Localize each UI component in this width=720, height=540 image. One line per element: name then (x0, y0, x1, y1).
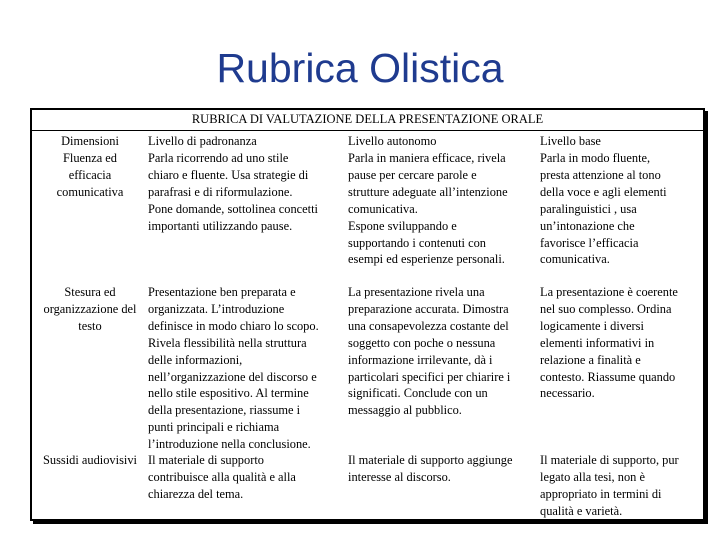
row-sussidi-level-padronanza: Il materiale di supporto contribuisce alla qualità e alla chiarezza del tema. (148, 453, 296, 501)
slide-title: Rubrica Olistica (216, 45, 504, 91)
header-level-autonomo: Livello autonomo (348, 134, 437, 148)
row-fluenza-level-autonomo: Parla in maniera efficace, rivela pause per cercare parole e strutture adeguate all’intenzione comunicativa. Espone sviluppando e supportando i contenuti con esempi ed esperienze personali. (348, 151, 508, 267)
row-stesura-dimension: Stesura ed organizzazione del testo (43, 285, 137, 333)
rubric-table (30, 108, 705, 521)
row-sussidi-level-autonomo: Il materiale di supporto aggiunge interesse al discorso. (348, 453, 513, 484)
row-stesura-level-autonomo: La presentazione rivela una preparazione accurata. Dimostra una consapevolezza costante del soggetto con poche o nessuna informazione irrilevante, dà i particolari specifici per chiarire i significati. Conclude con un messaggio al pubblico. (348, 285, 511, 418)
header-dimensions: Dimensioni (61, 134, 119, 148)
row-sussidi-level-base: Il materiale di supporto, pur legato alla tesi, non è appropriato in termini di qualità e varietà. (540, 453, 679, 518)
row-fluenza-level-base: Parla in modo fluente, presta attenzione al tono della voce e agli elementi paralinguistici , usa un’intonazione che favorisce l’efficacia comunicativa. (540, 151, 667, 267)
row-sussidi-dimension: Sussidi audiovisivi (43, 453, 137, 467)
row-fluenza-dimension: Fluenza ed efficacia comunicativa (56, 151, 124, 199)
header-level-base: Livello base (540, 134, 601, 148)
header-level-padronanza: Livello di padronanza (148, 134, 257, 148)
rubric-title-divider (32, 130, 703, 131)
row-fluenza-level-padronanza: Parla ricorrendo ad uno stile chiaro e fluente. Usa strategie di parafrasi e di riformulazione. Pone domande, sottolinea concetti importanti utilizzando pause. (148, 151, 318, 233)
row-stesura-level-base: La presentazione è coerente nel suo complesso. Ordina logicamente i diversi elementi informativi in relazione a finalità e contesto. Riassume quando necessario. (540, 285, 678, 401)
rubric-title: RUBRICA DI VALUTAZIONE DELLA PRESENTAZIONE ORALE (191, 112, 544, 126)
row-stesura-level-padronanza: Presentazione ben preparata e organizzata. L’introduzione definisce in modo chiaro lo scopo. Rivela flessibilità nella struttura delle informazioni, nell’organizzazione del discorso e nello stile espositivo. Al termine della presentazione, riassume i punti principali e richiama l’introduzione nella conclusione. (148, 285, 319, 452)
